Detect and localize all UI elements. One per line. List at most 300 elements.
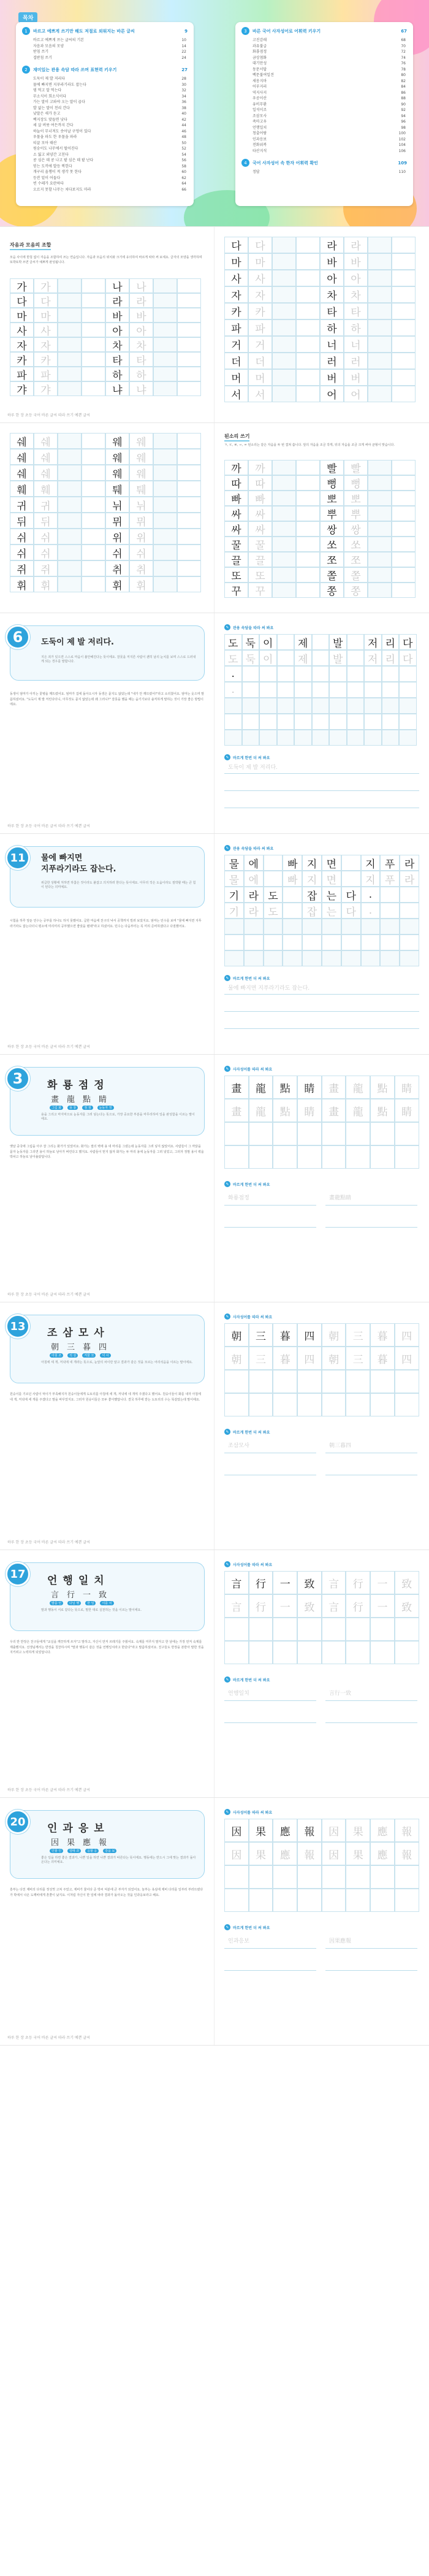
trace-char-cell[interactable]: 거 bbox=[248, 336, 272, 353]
blank-cell[interactable] bbox=[153, 381, 177, 396]
trace-char-cell[interactable] bbox=[277, 650, 295, 666]
trace-char-cell[interactable]: 빨 bbox=[344, 460, 368, 475]
blank-cell[interactable] bbox=[368, 552, 392, 567]
answer-line[interactable]: 朝三暮四 bbox=[325, 1441, 417, 1453]
blank-cell[interactable] bbox=[395, 1122, 419, 1145]
trace-char-cell[interactable]: 쏘 bbox=[344, 537, 368, 552]
blank-cell[interactable] bbox=[272, 386, 296, 402]
blank-cell[interactable] bbox=[346, 1889, 370, 1912]
trace-char-cell[interactable]: 물 bbox=[224, 871, 244, 887]
trace-char-cell[interactable]: 지 bbox=[302, 871, 322, 887]
hanja-cell[interactable]: 暮 bbox=[370, 1347, 395, 1370]
blank-cell[interactable] bbox=[296, 552, 320, 567]
blank-cell[interactable] bbox=[368, 319, 392, 336]
hanja-cell[interactable]: 因 bbox=[322, 1842, 346, 1865]
trace-char-cell[interactable]: 취 bbox=[129, 560, 153, 576]
blank-cell[interactable] bbox=[224, 934, 244, 950]
answer-line-blank[interactable] bbox=[224, 1463, 316, 1475]
blank-cell[interactable] bbox=[249, 1122, 273, 1145]
hanja-cell[interactable]: 言 bbox=[322, 1571, 346, 1594]
blank-cell[interactable] bbox=[224, 950, 244, 966]
blank-cell[interactable] bbox=[347, 714, 365, 730]
hanja-cell[interactable]: 四 bbox=[297, 1347, 322, 1370]
blank-cell[interactable] bbox=[296, 336, 320, 353]
blank-cell[interactable] bbox=[297, 1865, 322, 1889]
blank-cell[interactable] bbox=[272, 521, 296, 537]
trace-char-cell[interactable]: . bbox=[361, 903, 381, 919]
hanja-cell[interactable]: 報 bbox=[297, 1842, 322, 1865]
blank-cell[interactable] bbox=[382, 698, 400, 714]
answer-line-blank[interactable] bbox=[325, 1711, 417, 1723]
trace-char-cell[interactable]: 타 bbox=[344, 303, 368, 319]
hanja-cell[interactable]: 果 bbox=[346, 1842, 370, 1865]
blank-cell[interactable] bbox=[395, 1865, 419, 1889]
toc-entry[interactable] bbox=[33, 152, 186, 158]
blank-cell[interactable] bbox=[346, 1145, 370, 1169]
blank-cell[interactable] bbox=[224, 1641, 249, 1664]
trace-char-cell[interactable]: 꾸 bbox=[248, 583, 272, 598]
blank-cell[interactable] bbox=[341, 950, 361, 966]
blank-cell[interactable] bbox=[153, 367, 177, 381]
blank-cell[interactable] bbox=[177, 278, 201, 293]
blank-cell[interactable] bbox=[322, 1641, 346, 1664]
blank-cell[interactable] bbox=[341, 934, 361, 950]
answer-line[interactable]: 조삼모사 bbox=[224, 1441, 316, 1453]
blank-cell[interactable] bbox=[272, 237, 296, 253]
blank-cell[interactable] bbox=[368, 303, 392, 319]
blank-cell[interactable] bbox=[224, 730, 242, 746]
trace-char-cell[interactable]: 귀 bbox=[34, 497, 58, 513]
trace-char-cell[interactable] bbox=[347, 650, 365, 666]
blank-cell[interactable] bbox=[177, 545, 201, 560]
blank-cell[interactable] bbox=[283, 919, 302, 934]
blank-cell[interactable] bbox=[177, 449, 201, 465]
blank-cell[interactable] bbox=[58, 308, 82, 323]
blank-cell[interactable] bbox=[82, 323, 105, 337]
blank-cell[interactable] bbox=[322, 950, 341, 966]
trace-char-cell[interactable]: 냐 bbox=[129, 381, 153, 396]
blank-cell[interactable] bbox=[153, 560, 177, 576]
answer-line-blank[interactable] bbox=[224, 1018, 419, 1029]
blank-cell[interactable] bbox=[82, 497, 105, 513]
blank-cell[interactable] bbox=[224, 1145, 249, 1169]
blank-cell[interactable] bbox=[368, 567, 392, 583]
blank-cell[interactable] bbox=[272, 506, 296, 521]
blank-cell[interactable] bbox=[395, 1393, 419, 1416]
blank-cell[interactable] bbox=[296, 253, 320, 270]
blank-cell[interactable] bbox=[395, 1370, 419, 1393]
blank-cell[interactable] bbox=[177, 576, 201, 592]
toc-entry[interactable] bbox=[33, 117, 186, 123]
blank-cell[interactable] bbox=[296, 303, 320, 319]
trace-char-cell[interactable]: 쉐 bbox=[34, 465, 58, 481]
blank-cell[interactable] bbox=[368, 286, 392, 303]
blank-cell[interactable] bbox=[392, 521, 416, 537]
blank-cell[interactable] bbox=[242, 698, 260, 714]
blank-cell[interactable] bbox=[58, 545, 82, 560]
toc-entry[interactable] bbox=[33, 88, 186, 94]
trace-char-cell[interactable] bbox=[283, 903, 302, 919]
blank-cell[interactable] bbox=[249, 1889, 273, 1912]
blank-cell[interactable] bbox=[302, 934, 322, 950]
blank-cell[interactable] bbox=[272, 537, 296, 552]
trace-char-cell[interactable]: 사 bbox=[248, 270, 272, 286]
blank-cell[interactable] bbox=[272, 353, 296, 369]
trace-char-cell[interactable]: 쉐 bbox=[34, 433, 58, 449]
trace-char-cell[interactable]: 지 bbox=[361, 871, 381, 887]
toc-entry[interactable] bbox=[252, 96, 406, 102]
blank-cell[interactable] bbox=[58, 560, 82, 576]
blank-cell[interactable] bbox=[361, 950, 381, 966]
blank-cell[interactable] bbox=[368, 253, 392, 270]
blank-cell[interactable] bbox=[392, 336, 416, 353]
trace-char-cell[interactable]: 쉬 bbox=[129, 545, 153, 560]
blank-cell[interactable] bbox=[259, 730, 277, 746]
blank-cell[interactable] bbox=[294, 714, 312, 730]
blank-cell[interactable] bbox=[368, 386, 392, 402]
blank-cell[interactable] bbox=[346, 1641, 370, 1664]
toc-entry[interactable] bbox=[33, 187, 186, 193]
trace-char-cell[interactable]: 발 bbox=[329, 650, 347, 666]
toc-entry[interactable] bbox=[252, 131, 406, 137]
blank-cell[interactable] bbox=[296, 506, 320, 521]
trace-char-cell[interactable]: 끌 bbox=[248, 552, 272, 567]
toc-entry[interactable] bbox=[33, 105, 186, 112]
blank-cell[interactable] bbox=[296, 286, 320, 303]
blank-cell[interactable] bbox=[224, 1370, 249, 1393]
blank-cell[interactable] bbox=[272, 583, 296, 598]
blank-cell[interactable] bbox=[82, 278, 105, 293]
blank-cell[interactable] bbox=[296, 369, 320, 386]
trace-char-cell[interactable]: 싸 bbox=[248, 521, 272, 537]
blank-cell[interactable] bbox=[322, 1889, 346, 1912]
trace-char-cell[interactable]: 쫑 bbox=[344, 583, 368, 598]
blank-cell[interactable] bbox=[272, 567, 296, 583]
trace-char-cell[interactable]: 쉬 bbox=[34, 529, 58, 545]
trace-char-cell[interactable]: 리 bbox=[382, 650, 400, 666]
trace-char-cell[interactable]: 다 bbox=[34, 293, 58, 308]
blank-cell[interactable] bbox=[82, 481, 105, 497]
blank-cell[interactable] bbox=[177, 308, 201, 323]
blank-cell[interactable] bbox=[370, 1145, 395, 1169]
blank-cell[interactable] bbox=[273, 1145, 297, 1169]
hanja-cell[interactable]: 暮 bbox=[273, 1347, 297, 1370]
blank-cell[interactable] bbox=[177, 560, 201, 576]
trace-char-cell[interactable]: 는 bbox=[322, 903, 341, 919]
trace-char-cell[interactable]: 빠 bbox=[283, 871, 302, 887]
hanja-cell[interactable]: 言 bbox=[322, 1594, 346, 1618]
blank-cell[interactable] bbox=[82, 513, 105, 529]
trace-char-cell[interactable]: 뽀 bbox=[344, 491, 368, 506]
blank-cell[interactable] bbox=[272, 491, 296, 506]
trace-char-cell[interactable]: 저 bbox=[364, 650, 382, 666]
trace-char-cell[interactable] bbox=[364, 682, 382, 698]
blank-cell[interactable] bbox=[370, 1393, 395, 1416]
toc-entry[interactable] bbox=[33, 55, 186, 61]
trace-char-cell[interactable] bbox=[294, 682, 312, 698]
trace-char-cell[interactable]: 쌍 bbox=[344, 521, 368, 537]
toc-section-header[interactable] bbox=[22, 27, 188, 35]
blank-cell[interactable] bbox=[312, 714, 330, 730]
trace-char-cell[interactable]: 퉤 bbox=[129, 481, 153, 497]
blank-cell[interactable] bbox=[399, 714, 417, 730]
trace-char-cell[interactable]: 라 bbox=[400, 871, 419, 887]
blank-cell[interactable] bbox=[283, 934, 302, 950]
blank-cell[interactable] bbox=[296, 237, 320, 253]
blank-cell[interactable] bbox=[272, 286, 296, 303]
blank-cell[interactable] bbox=[380, 934, 400, 950]
blank-cell[interactable] bbox=[153, 293, 177, 308]
trace-char-cell[interactable]: 도 bbox=[264, 903, 283, 919]
blank-cell[interactable] bbox=[153, 449, 177, 465]
blank-cell[interactable] bbox=[272, 336, 296, 353]
hanja-cell[interactable]: 暮 bbox=[370, 1323, 395, 1347]
blank-cell[interactable] bbox=[272, 253, 296, 270]
blank-cell[interactable] bbox=[392, 270, 416, 286]
trace-char-cell[interactable]: 뮈 bbox=[129, 513, 153, 529]
blank-cell[interactable] bbox=[346, 1618, 370, 1641]
trace-char-cell[interactable]: 쉬 bbox=[34, 545, 58, 560]
blank-cell[interactable] bbox=[177, 433, 201, 449]
trace-char-cell[interactable]: 싸 bbox=[248, 506, 272, 521]
trace-char-cell[interactable] bbox=[380, 903, 400, 919]
hanja-cell[interactable]: 畫 bbox=[322, 1076, 346, 1099]
hanja-cell[interactable]: 點 bbox=[370, 1076, 395, 1099]
blank-cell[interactable] bbox=[322, 1145, 346, 1169]
blank-cell[interactable] bbox=[82, 529, 105, 545]
trace-char-cell[interactable]: 제 bbox=[294, 650, 312, 666]
trace-char-cell[interactable]: 차 bbox=[129, 337, 153, 352]
hanja-cell[interactable]: 言 bbox=[224, 1594, 249, 1618]
toc-entry[interactable] bbox=[252, 67, 406, 73]
blank-cell[interactable] bbox=[272, 270, 296, 286]
trace-char-cell[interactable]: 마 bbox=[248, 253, 272, 270]
toc-entry[interactable] bbox=[33, 94, 186, 100]
trace-char-cell[interactable] bbox=[242, 682, 260, 698]
trace-char-cell[interactable]: 도 bbox=[224, 650, 242, 666]
blank-cell[interactable] bbox=[368, 460, 392, 475]
trace-char-cell[interactable]: 훼 bbox=[34, 481, 58, 497]
blank-cell[interactable] bbox=[153, 308, 177, 323]
answer-line-blank[interactable] bbox=[224, 1959, 316, 1971]
answer-line-blank[interactable] bbox=[224, 1711, 316, 1723]
blank-cell[interactable] bbox=[153, 545, 177, 560]
blank-cell[interactable] bbox=[272, 552, 296, 567]
trace-char-cell[interactable]: 타 bbox=[129, 352, 153, 367]
blank-cell[interactable] bbox=[177, 381, 201, 396]
hanja-cell[interactable]: 應 bbox=[370, 1819, 395, 1842]
trace-char-cell[interactable]: 휘 bbox=[34, 576, 58, 592]
toc-entry[interactable] bbox=[252, 148, 406, 155]
toc-entry[interactable] bbox=[33, 123, 186, 129]
blank-cell[interactable] bbox=[346, 1122, 370, 1145]
toc-section-header[interactable] bbox=[241, 27, 407, 35]
answer-line-blank[interactable] bbox=[224, 1001, 419, 1012]
blank-cell[interactable] bbox=[242, 714, 260, 730]
blank-cell[interactable] bbox=[380, 919, 400, 934]
hanja-cell[interactable]: 龍 bbox=[346, 1099, 370, 1122]
blank-cell[interactable] bbox=[224, 1889, 249, 1912]
blank-cell[interactable] bbox=[177, 352, 201, 367]
blank-cell[interactable] bbox=[341, 919, 361, 934]
blank-cell[interactable] bbox=[368, 270, 392, 286]
trace-char-cell[interactable]: 라 bbox=[129, 293, 153, 308]
hanja-cell[interactable]: 致 bbox=[395, 1571, 419, 1594]
trace-char-cell[interactable] bbox=[259, 682, 277, 698]
blank-cell[interactable] bbox=[296, 537, 320, 552]
blank-cell[interactable] bbox=[364, 698, 382, 714]
hanja-cell[interactable]: 報 bbox=[395, 1819, 419, 1842]
blank-cell[interactable] bbox=[368, 475, 392, 491]
trace-char-cell[interactable]: 푸 bbox=[380, 871, 400, 887]
answer-line[interactable]: 언행일치 bbox=[224, 1689, 316, 1701]
blank-cell[interactable] bbox=[224, 919, 244, 934]
answer-line[interactable]: 畫龍點睛 bbox=[325, 1193, 417, 1206]
trace-char-cell[interactable]: 면 bbox=[322, 871, 341, 887]
hanja-cell[interactable]: 龍 bbox=[249, 1099, 273, 1122]
blank-cell[interactable] bbox=[322, 919, 341, 934]
trace-char-cell[interactable]: 바 bbox=[344, 253, 368, 270]
blank-cell[interactable] bbox=[244, 919, 264, 934]
hanja-cell[interactable]: 三 bbox=[346, 1347, 370, 1370]
hanja-cell[interactable]: 致 bbox=[395, 1594, 419, 1618]
blank-cell[interactable] bbox=[249, 1865, 273, 1889]
trace-char-cell[interactable] bbox=[347, 682, 365, 698]
blank-cell[interactable] bbox=[296, 583, 320, 598]
blank-cell[interactable] bbox=[273, 1122, 297, 1145]
answer-line[interactable]: 도둑이 제 발 저리다. bbox=[224, 763, 419, 774]
trace-char-cell[interactable]: 쥐 bbox=[34, 560, 58, 576]
blank-cell[interactable] bbox=[153, 497, 177, 513]
trace-char-cell[interactable] bbox=[399, 682, 417, 698]
blank-cell[interactable] bbox=[346, 1393, 370, 1416]
hanja-cell[interactable]: 三 bbox=[346, 1323, 370, 1347]
trace-char-cell[interactable] bbox=[341, 871, 361, 887]
trace-char-cell[interactable]: . bbox=[224, 682, 242, 698]
blank-cell[interactable] bbox=[224, 714, 242, 730]
blank-cell[interactable] bbox=[400, 934, 419, 950]
blank-cell[interactable] bbox=[273, 1618, 297, 1641]
blank-cell[interactable] bbox=[82, 293, 105, 308]
hanja-cell[interactable]: 睛 bbox=[297, 1099, 322, 1122]
trace-char-cell[interactable]: 더 bbox=[248, 353, 272, 369]
toc-entry[interactable] bbox=[33, 164, 186, 170]
blank-cell[interactable] bbox=[58, 352, 82, 367]
blank-cell[interactable] bbox=[395, 1618, 419, 1641]
hanja-cell[interactable]: 一 bbox=[370, 1571, 395, 1594]
blank-cell[interactable] bbox=[400, 950, 419, 966]
hanja-cell[interactable]: 行 bbox=[346, 1594, 370, 1618]
toc-section-header[interactable] bbox=[22, 66, 188, 74]
blank-cell[interactable] bbox=[296, 460, 320, 475]
blank-cell[interactable] bbox=[294, 730, 312, 746]
blank-cell[interactable] bbox=[273, 1393, 297, 1416]
trace-char-cell[interactable]: 마 bbox=[34, 308, 58, 323]
hanja-cell[interactable]: 龍 bbox=[346, 1076, 370, 1099]
trace-char-cell[interactable]: 쫄 bbox=[344, 567, 368, 583]
toc-entry[interactable] bbox=[33, 158, 186, 164]
blank-cell[interactable] bbox=[277, 714, 295, 730]
blank-cell[interactable] bbox=[368, 491, 392, 506]
trace-char-cell[interactable]: 둑 bbox=[242, 650, 260, 666]
blank-cell[interactable] bbox=[392, 475, 416, 491]
hanja-cell[interactable]: 應 bbox=[273, 1842, 297, 1865]
toc-entry[interactable] bbox=[252, 137, 406, 143]
answer-line[interactable]: 因果應報 bbox=[325, 1936, 417, 1949]
trace-char-cell[interactable]: 뉘 bbox=[129, 497, 153, 513]
blank-cell[interactable] bbox=[272, 369, 296, 386]
blank-cell[interactable] bbox=[370, 1889, 395, 1912]
blank-cell[interactable] bbox=[296, 353, 320, 369]
blank-cell[interactable] bbox=[297, 1618, 322, 1641]
answer-line[interactable]: 인과응보 bbox=[224, 1936, 316, 1949]
toc-entry[interactable] bbox=[252, 78, 406, 85]
hanja-cell[interactable]: 朝 bbox=[224, 1347, 249, 1370]
blank-cell[interactable] bbox=[395, 1641, 419, 1664]
toc-entry[interactable] bbox=[33, 129, 186, 135]
blank-cell[interactable] bbox=[82, 545, 105, 560]
blank-cell[interactable] bbox=[302, 919, 322, 934]
blank-cell[interactable] bbox=[82, 465, 105, 481]
blank-cell[interactable] bbox=[177, 481, 201, 497]
blank-cell[interactable] bbox=[392, 319, 416, 336]
hanja-cell[interactable]: 畫 bbox=[224, 1099, 249, 1122]
toc-section-header[interactable] bbox=[241, 159, 407, 167]
blank-cell[interactable] bbox=[382, 730, 400, 746]
toc-entry[interactable] bbox=[252, 102, 406, 108]
blank-cell[interactable] bbox=[392, 353, 416, 369]
blank-cell[interactable] bbox=[302, 950, 322, 966]
blank-cell[interactable] bbox=[296, 567, 320, 583]
blank-cell[interactable] bbox=[392, 253, 416, 270]
hanja-cell[interactable]: 睛 bbox=[395, 1076, 419, 1099]
hanja-cell[interactable]: 四 bbox=[395, 1347, 419, 1370]
hanja-cell[interactable]: 應 bbox=[370, 1842, 395, 1865]
blank-cell[interactable] bbox=[82, 560, 105, 576]
blank-cell[interactable] bbox=[296, 386, 320, 402]
blank-cell[interactable] bbox=[392, 506, 416, 521]
toc-entry[interactable] bbox=[33, 99, 186, 105]
blank-cell[interactable] bbox=[273, 1889, 297, 1912]
blank-cell[interactable] bbox=[224, 1122, 249, 1145]
blank-cell[interactable] bbox=[82, 433, 105, 449]
hanja-cell[interactable]: 一 bbox=[273, 1594, 297, 1618]
trace-char-cell[interactable]: 러 bbox=[344, 353, 368, 369]
blank-cell[interactable] bbox=[296, 521, 320, 537]
trace-char-cell[interactable]: 기 bbox=[224, 903, 244, 919]
blank-cell[interactable] bbox=[399, 730, 417, 746]
blank-cell[interactable] bbox=[177, 323, 201, 337]
trace-char-cell[interactable]: 휘 bbox=[129, 576, 153, 592]
trace-char-cell[interactable]: 다 bbox=[399, 650, 417, 666]
blank-cell[interactable] bbox=[312, 698, 330, 714]
trace-char-cell[interactable]: 서 bbox=[248, 386, 272, 402]
blank-cell[interactable] bbox=[177, 465, 201, 481]
hanja-cell[interactable]: 因 bbox=[322, 1819, 346, 1842]
toc-entry[interactable] bbox=[33, 37, 186, 44]
trace-char-cell[interactable]: 카 bbox=[248, 303, 272, 319]
blank-cell[interactable] bbox=[224, 1618, 249, 1641]
hanja-cell[interactable]: 因 bbox=[224, 1842, 249, 1865]
toc-entry[interactable] bbox=[252, 125, 406, 131]
blank-cell[interactable] bbox=[370, 1618, 395, 1641]
blank-cell[interactable] bbox=[297, 1393, 322, 1416]
toc-entry[interactable] bbox=[252, 113, 406, 120]
trace-char-cell[interactable]: 자 bbox=[34, 337, 58, 352]
blank-cell[interactable] bbox=[177, 337, 201, 352]
answer-line[interactable]: 言行一致 bbox=[325, 1689, 417, 1701]
blank-cell[interactable] bbox=[400, 919, 419, 934]
